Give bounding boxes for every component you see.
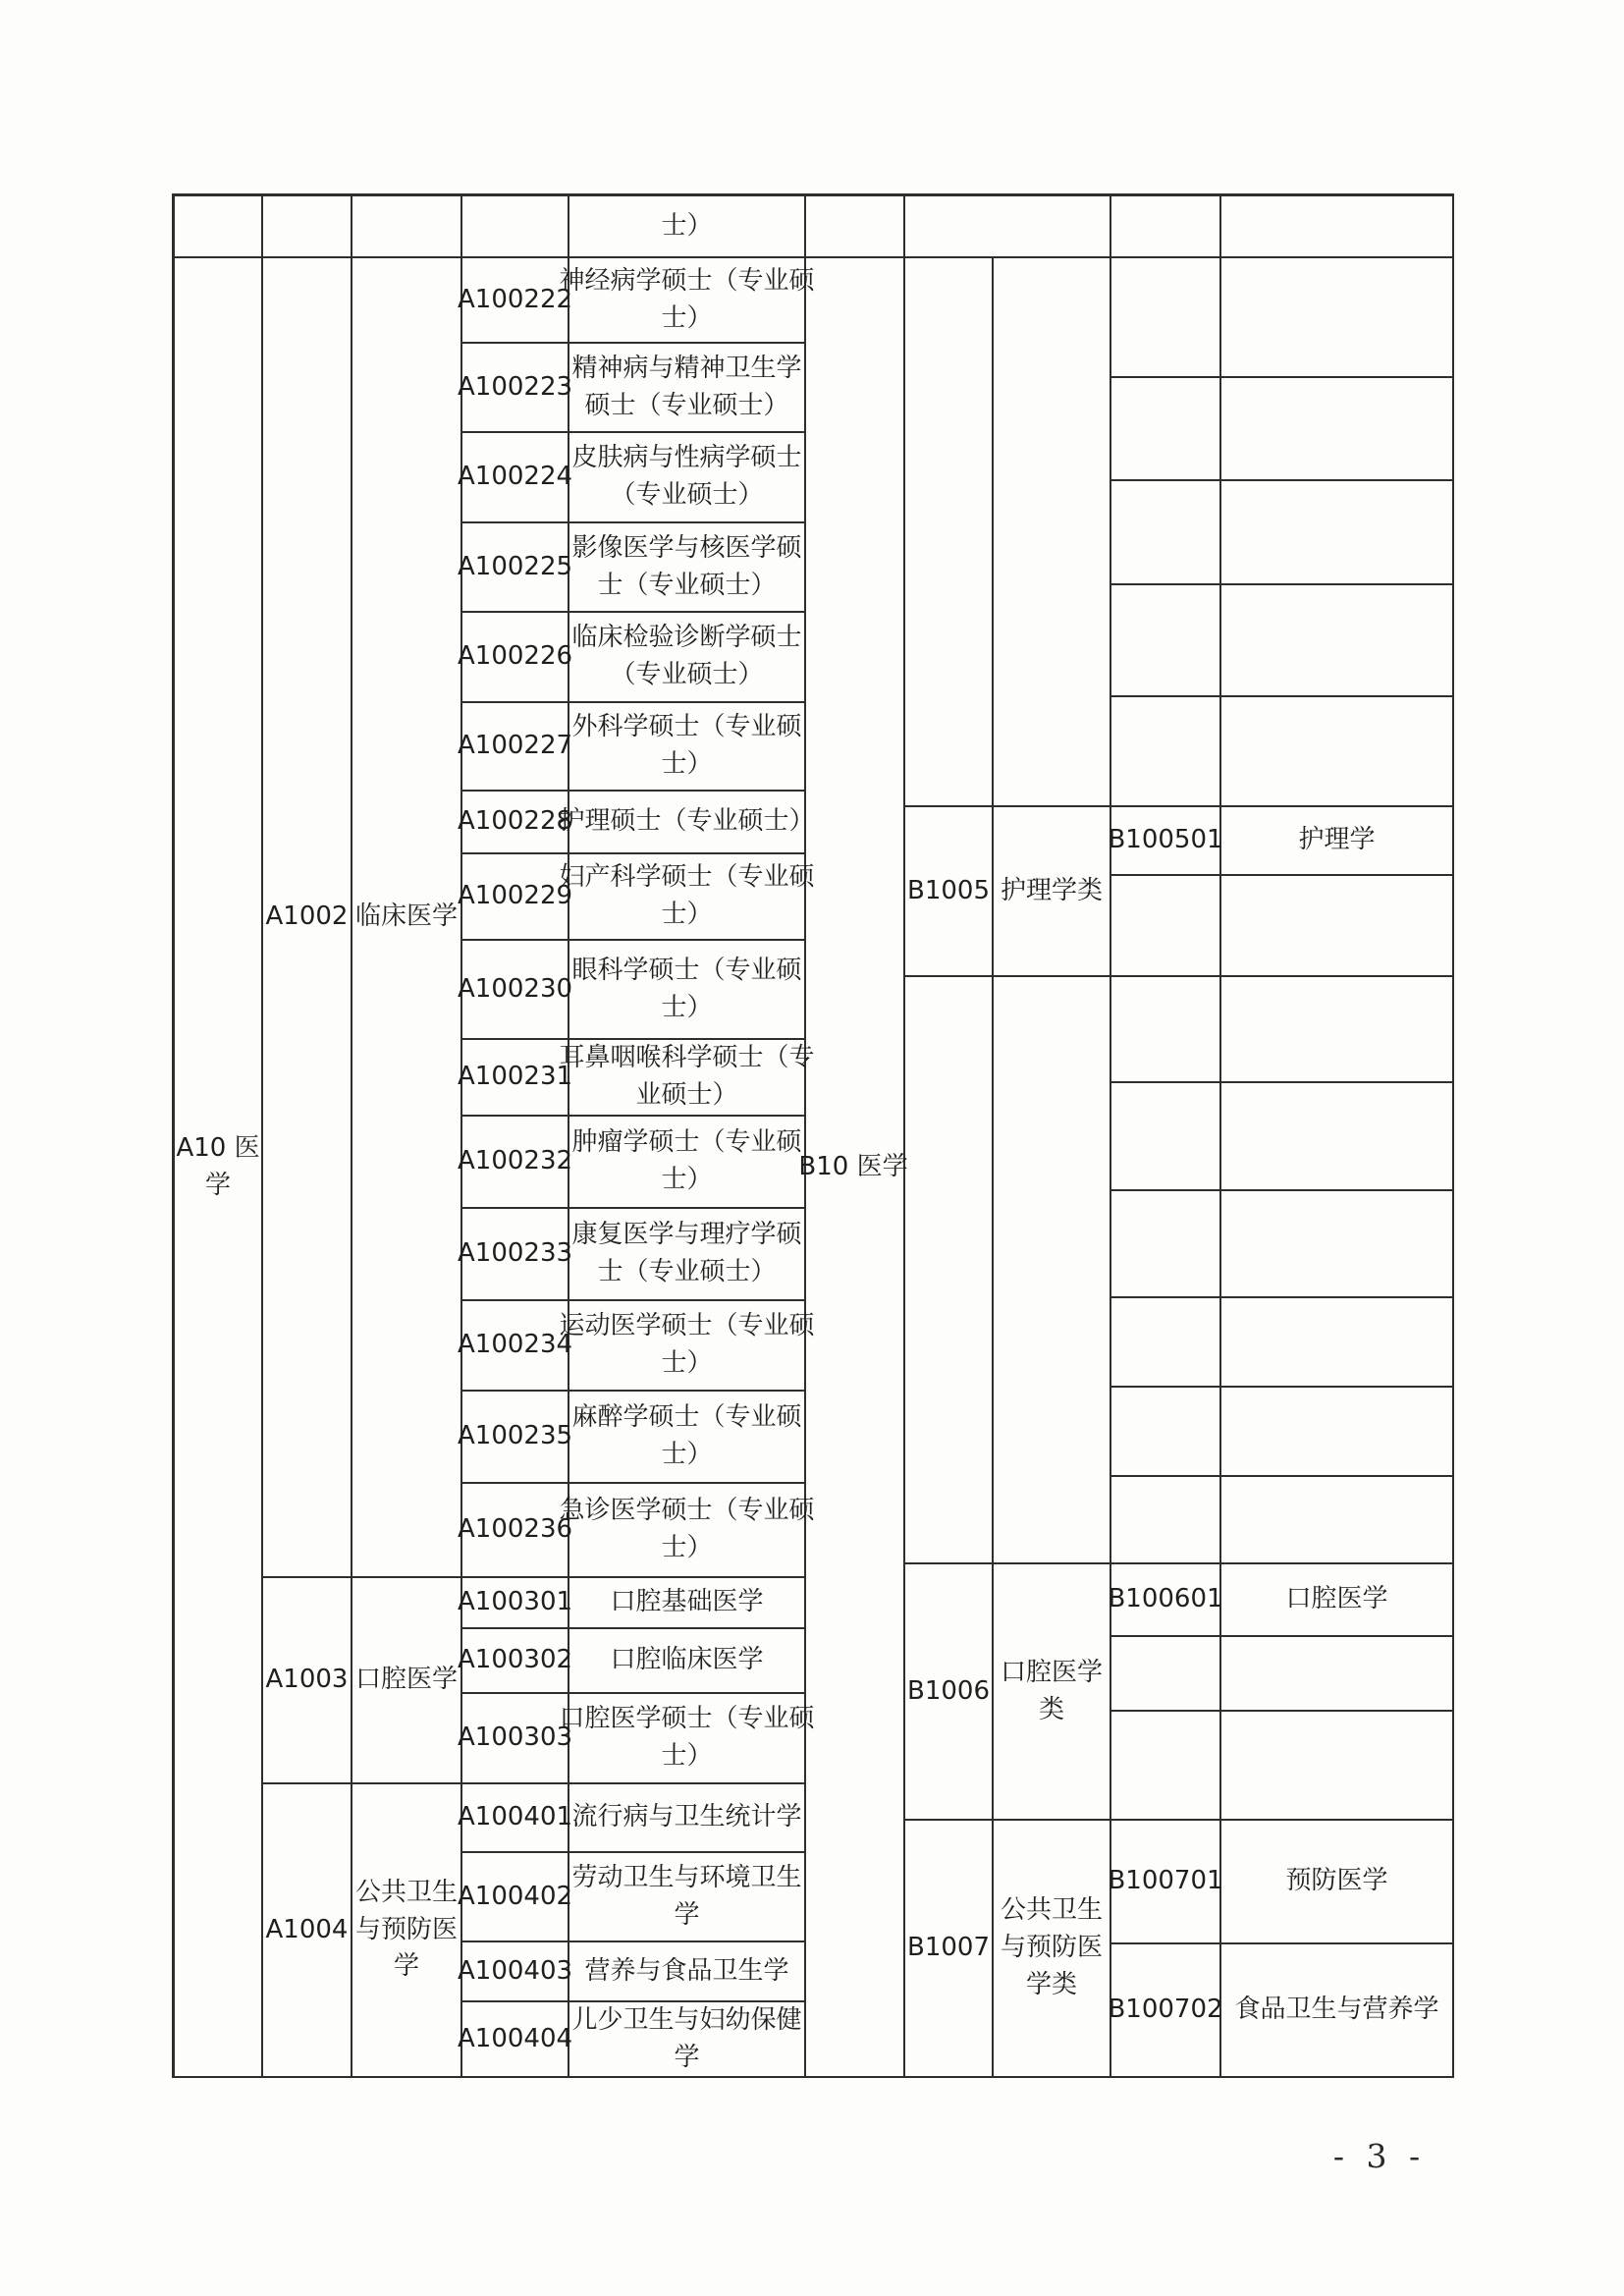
code-A100234: A100234 bbox=[462, 1301, 569, 1392]
empty-bcode-r11 bbox=[1111, 1191, 1221, 1298]
empty-bname-r11 bbox=[1221, 1191, 1454, 1298]
group-a10-medicine: A10 医 学 bbox=[175, 258, 263, 2078]
empty-bcode-r5 bbox=[1111, 585, 1221, 697]
code-A100302: A100302 bbox=[462, 1629, 569, 1694]
class-name-public-health: 公共卫生 与预防医 学类 bbox=[994, 1821, 1111, 2078]
code-A100233: A100233 bbox=[462, 1209, 569, 1301]
empty-bname-r8 bbox=[1221, 876, 1454, 977]
name-A100230: 眼科学硕士（专业硕 士） bbox=[569, 941, 806, 1040]
name-A100233: 康复医学与理疗学硕 士（专业硕士） bbox=[569, 1209, 806, 1301]
empty-bname-r10 bbox=[1221, 1083, 1454, 1191]
empty-bname-r16 bbox=[1221, 1637, 1454, 1712]
code-A100235: A100235 bbox=[462, 1392, 569, 1484]
empty-bcode-r1 bbox=[1111, 196, 1221, 258]
code-A100303: A100303 bbox=[462, 1694, 569, 1784]
name-A100303: 口腔医学硕士（专业硕 士） bbox=[569, 1694, 806, 1784]
name-A100232: 肿瘤学硕士（专业硕 士） bbox=[569, 1117, 806, 1209]
empty-bcode-r10 bbox=[1111, 1083, 1221, 1191]
name-A100302: 口腔临床医学 bbox=[569, 1629, 806, 1694]
carryover-name-fragment: 士） bbox=[569, 196, 806, 258]
group-code-a1004: A1004 bbox=[263, 1784, 352, 2078]
class-name-nursing: 护理学类 bbox=[994, 807, 1111, 977]
carryover-blank-code bbox=[462, 196, 569, 258]
right-grid bbox=[798, 193, 1454, 2078]
empty-bcode-r14 bbox=[1111, 1477, 1221, 1564]
empty-bcode-r13 bbox=[1111, 1388, 1221, 1477]
carryover-blank-col-a bbox=[175, 196, 263, 258]
empty-bcode-r4 bbox=[1111, 481, 1221, 585]
empty-bname-r12 bbox=[1221, 1298, 1454, 1388]
empty-class-code-middle bbox=[905, 977, 994, 1564]
code-A100231: A100231 bbox=[462, 1040, 569, 1117]
name-B100601: 口腔医学 bbox=[1221, 1564, 1454, 1637]
class-name-stomatology: 口腔医学 类 bbox=[994, 1564, 1111, 1821]
code-A100225: A100225 bbox=[462, 523, 569, 613]
code-B100701: B100701 bbox=[1111, 1821, 1221, 1944]
empty-bname-r4 bbox=[1221, 481, 1454, 585]
empty-bname-r14 bbox=[1221, 1477, 1454, 1564]
name-A100236: 急诊医学硕士（专业硕 士） bbox=[569, 1484, 806, 1578]
empty-bcode-r9 bbox=[1111, 977, 1221, 1083]
code-A100232: A100232 bbox=[462, 1117, 569, 1209]
name-B100702: 食品卫生与营养学 bbox=[1221, 1944, 1454, 2078]
code-A100230: A100230 bbox=[462, 941, 569, 1040]
left-grid bbox=[172, 193, 815, 2078]
code-A100227: A100227 bbox=[462, 703, 569, 792]
empty-class-code-upper bbox=[905, 258, 994, 807]
code-B100601: B100601 bbox=[1111, 1564, 1221, 1637]
code-B100702: B100702 bbox=[1111, 1944, 1221, 2078]
empty-bname-r6 bbox=[1221, 697, 1454, 807]
name-A100224: 皮肤病与性病学硕士 （专业硕士） bbox=[569, 433, 806, 523]
name-A100227: 外科学硕士（专业硕 士） bbox=[569, 703, 806, 792]
name-B100501: 护理学 bbox=[1221, 807, 1454, 876]
empty-bcode-r8 bbox=[1111, 876, 1221, 977]
empty-bcode-r2 bbox=[1111, 258, 1221, 378]
carryover-blank-col-b bbox=[263, 196, 352, 258]
code-A100229: A100229 bbox=[462, 854, 569, 941]
empty-bname-r1 bbox=[1221, 196, 1454, 258]
class-code-b1007: B1007 bbox=[905, 1821, 994, 2078]
carryover-blank-col-f bbox=[803, 196, 905, 258]
code-A100236: A100236 bbox=[462, 1484, 569, 1578]
name-A100223: 精神病与精神卫生学 硕士（专业硕士） bbox=[569, 344, 806, 433]
name-A100404: 儿少卫生与妇幼保健 学 bbox=[569, 2002, 806, 2078]
group-name-stomatology: 口腔医学 bbox=[352, 1578, 462, 1784]
code-A100403: A100403 bbox=[462, 1942, 569, 2002]
name-A100225: 影像医学与核医学硕 士（专业硕士） bbox=[569, 523, 806, 613]
carryover-blank-col-c bbox=[352, 196, 462, 258]
name-A100222: 神经病学硕士（专业硕 士） bbox=[569, 258, 806, 344]
name-A100402: 劳动卫生与环境卫生 学 bbox=[569, 1853, 806, 1942]
empty-bcode-r3 bbox=[1111, 378, 1221, 481]
name-A100301: 口腔基础医学 bbox=[569, 1578, 806, 1629]
code-A100222: A100222 bbox=[462, 258, 569, 344]
code-A100402: A100402 bbox=[462, 1853, 569, 1942]
empty-bname-r17 bbox=[1221, 1712, 1454, 1821]
class-code-b1006: B1006 bbox=[905, 1564, 994, 1821]
page-number: - 3 - bbox=[1332, 2137, 1427, 2175]
code-B100501: B100501 bbox=[1111, 807, 1221, 876]
name-A100228: 护理硕士（专业硕士） bbox=[569, 792, 806, 854]
group-code-a1003: A1003 bbox=[263, 1578, 352, 1784]
empty-bcode-r17 bbox=[1111, 1712, 1221, 1821]
empty-bcode-r16 bbox=[1111, 1637, 1221, 1712]
group-name-clinical-medicine: 临床医学 bbox=[352, 258, 462, 1578]
empty-bname-r3 bbox=[1221, 378, 1454, 481]
name-A100234: 运动医学硕士（专业硕 士） bbox=[569, 1301, 806, 1392]
empty-bcode-r6 bbox=[1111, 697, 1221, 807]
empty-bcode-r12 bbox=[1111, 1298, 1221, 1388]
name-A100235: 麻醉学硕士（专业硕 士） bbox=[569, 1392, 806, 1484]
name-A100229: 妇产科学硕士（专业硕 士） bbox=[569, 854, 806, 941]
code-A100404: A100404 bbox=[462, 2002, 569, 2078]
carryover-blank-class bbox=[905, 196, 1111, 258]
empty-bname-r9 bbox=[1221, 977, 1454, 1083]
name-A100401: 流行病与卫生统计学 bbox=[569, 1784, 806, 1853]
empty-bname-r5 bbox=[1221, 585, 1454, 697]
name-A100403: 营养与食品卫生学 bbox=[569, 1942, 806, 2002]
group-code-a1002: A1002 bbox=[263, 258, 352, 1578]
empty-class-name-upper bbox=[994, 258, 1111, 807]
class-code-b1005: B1005 bbox=[905, 807, 994, 977]
group-name-public-health: 公共卫生 与预防医 学 bbox=[352, 1784, 462, 2078]
code-A100301: A100301 bbox=[462, 1578, 569, 1629]
empty-class-name-middle bbox=[994, 977, 1111, 1564]
code-A100223: A100223 bbox=[462, 344, 569, 433]
empty-bname-r13 bbox=[1221, 1388, 1454, 1477]
group-b10-medicine: B10 医学 bbox=[803, 258, 905, 2078]
name-A100231: 耳鼻咽喉科学硕士（专 业硕士） bbox=[569, 1040, 806, 1117]
code-A100401: A100401 bbox=[462, 1784, 569, 1853]
code-A100224: A100224 bbox=[462, 433, 569, 523]
name-A100226: 临床检验诊断学硕士 （专业硕士） bbox=[569, 613, 806, 703]
name-B100701: 预防医学 bbox=[1221, 1821, 1454, 1944]
code-A100228: A100228 bbox=[462, 792, 569, 854]
empty-bname-r2 bbox=[1221, 258, 1454, 378]
code-A100226: A100226 bbox=[462, 613, 569, 703]
